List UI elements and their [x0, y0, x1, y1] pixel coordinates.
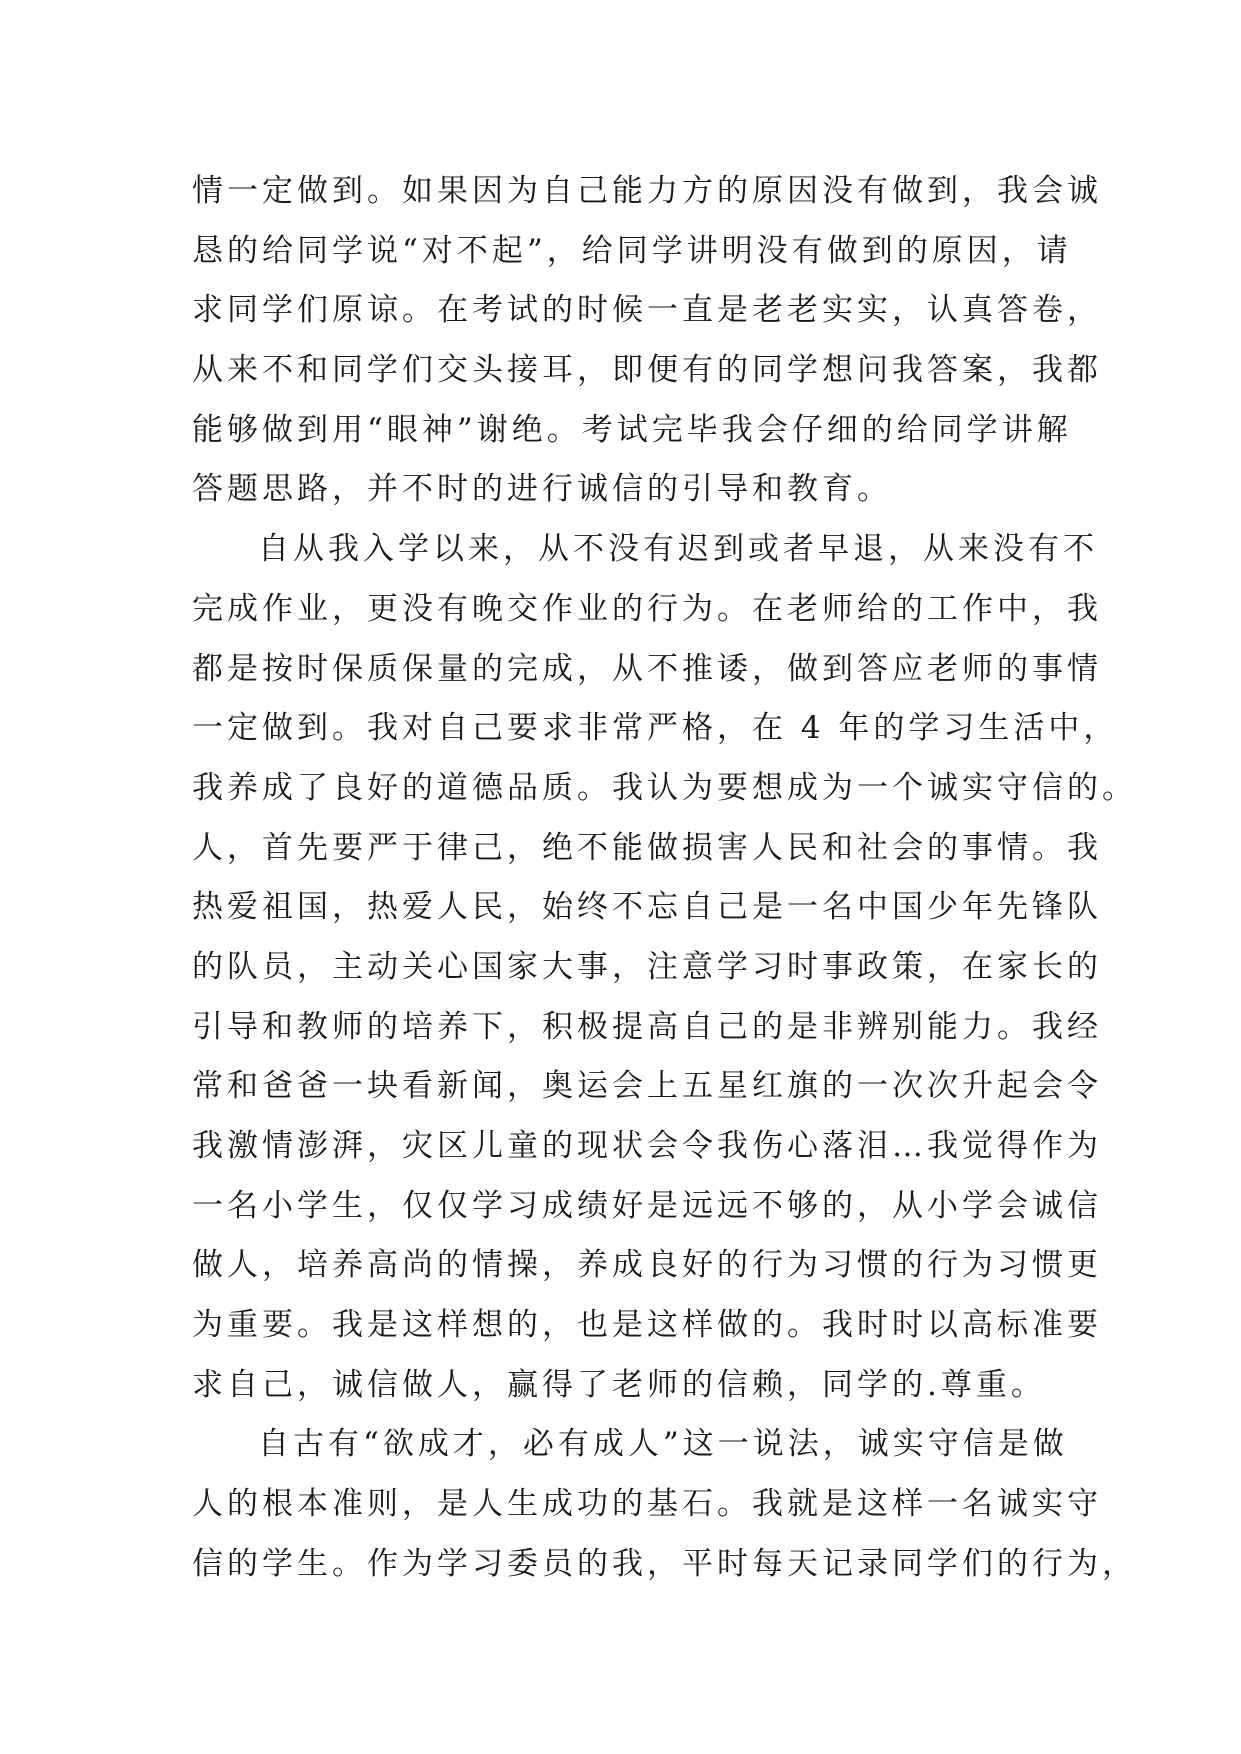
- text-line: 求同学们原谅。在考试的时候一直是老老实实，认真答卷，: [192, 292, 1102, 329]
- text-line: 都是按时保质保量的完成，从不推诿，做到答应老师的事情: [192, 650, 1102, 687]
- text-line: 能够做到用“眼神”谢绝。考试完毕我会仔细的给同学讲解: [192, 411, 1072, 448]
- body-text: [192, 162, 1137, 1595]
- text-line: 一名小学生，仅仅学习成绩好是远远不够的，从小学会诚信: [192, 1187, 1102, 1224]
- text-line: 我激情澎湃，灾区儿童的现状会令我伤心落泪…我觉得作为: [192, 1128, 1102, 1164]
- text-line: 人的根本准则，是人生成功的基石。我就是这样一名诚实守: [192, 1486, 1102, 1523]
- text-line: 人，首先要严于律己，绝不能做损害人民和社会的事情。我: [192, 829, 1102, 866]
- text-line: 从来不和同学们交头接耳，即便有的同学想问我答案，我都: [192, 352, 1102, 389]
- paragraph-first-line: 自古有“欲成才，必有成人”这一说法，诚实守信是做: [258, 1426, 1068, 1463]
- text-line: 的队员，主动关心国家大事，注意学习时事政策，在家长的: [192, 948, 1102, 985]
- text-line: 热爱祖国，热爱人民，始终不忘自己是一名中国少年先锋队: [192, 889, 1102, 926]
- text-line: 情一定做到。如果因为自己能力方的原因没有做到，我会诚: [192, 173, 1102, 209]
- text-line: 完成作业，更没有晚交作业的行为。在老师给的工作中，我: [192, 590, 1102, 627]
- text-line: 答题思路，并不时的进行诚信的引导和教育。: [192, 471, 892, 508]
- text-line: 为重要。我是这样想的，也是这样做的。我时时以高标准要: [192, 1307, 1102, 1344]
- paragraph-first-line: 自从我入学以来，从不没有迟到或者早退，从来没有不: [258, 531, 1098, 568]
- text-line: 恳的给同学说“对不起”，给同学讲明没有做到的原因，请: [192, 232, 1072, 269]
- text-line: 引导和教师的培养下，积极提高自己的是非辨别能力。我经: [192, 1008, 1102, 1045]
- text-line: 做人，培养高尚的情操，养成良好的行为习惯的行为习惯更: [192, 1247, 1102, 1284]
- text-line: 常和爸爸一块看新闻，奥运会上五星红旗的一次次升起会令: [192, 1068, 1102, 1105]
- text-line: 一定做到。我对自己要求非常严格，在 4 年的学习生活中，: [192, 710, 1119, 747]
- text-line: 信的学生。作为学习委员的我，平时每天记录同学们的行为，: [192, 1545, 1137, 1582]
- text-line: 我养成了良好的道德品质。我认为要想成为一个诚实守信的。: [192, 769, 1137, 806]
- text-line: 求自己，诚信做人，赢得了老师的信赖，同学的.尊重。: [192, 1366, 1046, 1403]
